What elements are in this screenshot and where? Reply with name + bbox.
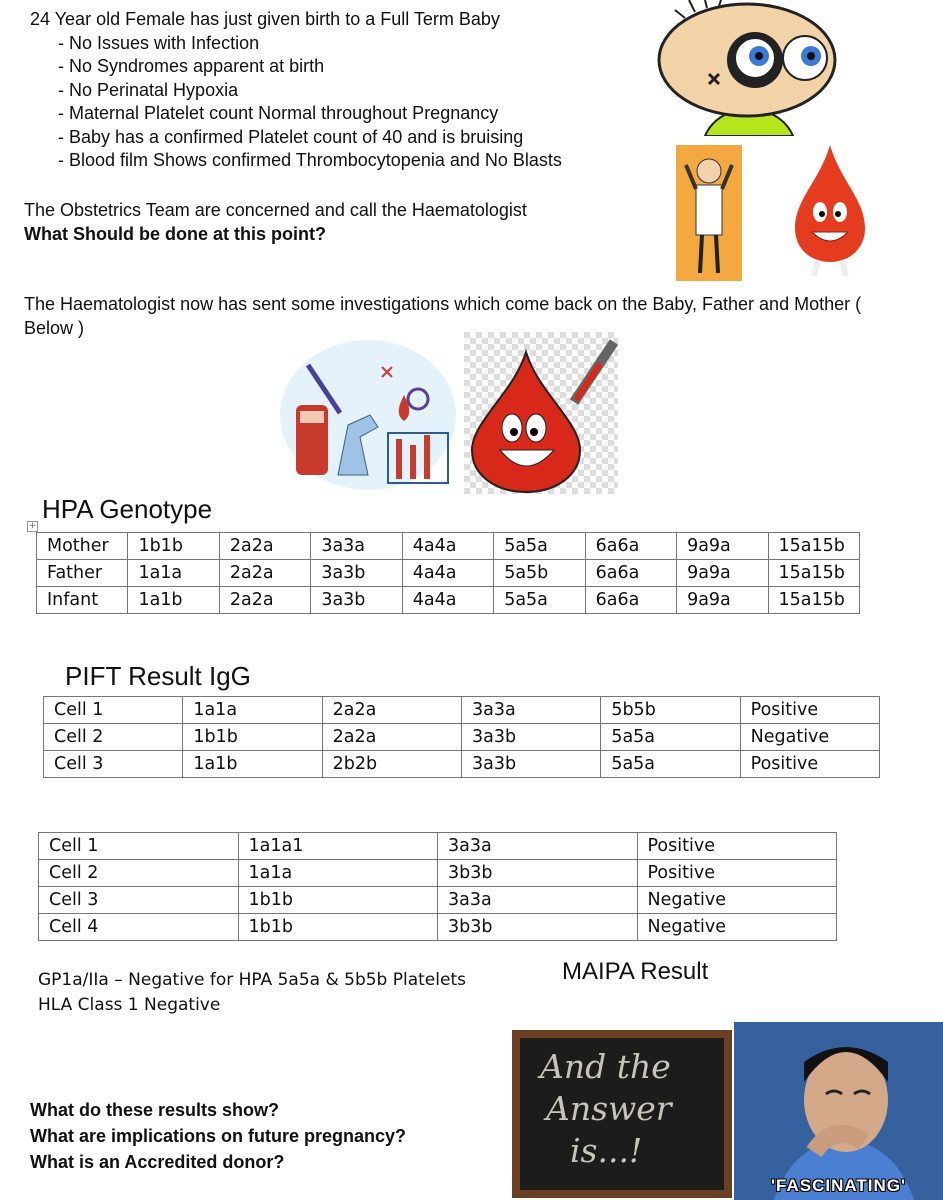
chalkboard-line: is...! [570,1131,643,1170]
maipa-table-row [39,887,837,914]
table-cell: 3a3a [438,887,638,914]
table-cell: 1a1b [183,751,322,778]
table-cell: 1a1a [183,697,322,724]
table-cell: Cell 2 [44,724,183,751]
table-cell: Father [37,560,128,587]
case-bullet: - No Perinatal Hypoxia [58,79,562,103]
table-cell: Infant [37,587,128,614]
table-cell: Cell 1 [44,697,183,724]
chalkboard-image [512,1030,732,1198]
maipa-result-table [38,832,837,941]
table-cell: 4a4a [402,533,493,560]
table-cell: 1b1b [238,887,438,914]
maipa-result-title: MAIPA Result [562,958,709,985]
table-cell: 9a9a [677,560,768,587]
table-cell: 2a2a [219,533,310,560]
maipa-table-row [39,860,837,887]
table-cell: 1b1b [183,724,322,751]
pift-table-row [44,697,880,724]
case-bullet: - Maternal Platelet count Normal throughout Pregnancy [58,102,562,126]
question-3: What is an Accredited donor? [30,1152,285,1172]
table-cell: 5a5a [601,751,740,778]
question-1: What do these results show? [30,1100,280,1120]
table-cell: 2a2a [219,587,310,614]
table-cell: Positive [637,833,837,860]
table-cell: 1a1b [128,587,219,614]
table-cell: 3a3a [438,833,638,860]
table-cell: 3a3a [461,697,600,724]
table-cell: 2a2a [322,697,461,724]
gp-note: GP1a/IIa – Negative for HPA 5a5a & 5b5b Platelets [38,970,466,990]
table-cell: Negative [637,914,837,941]
table-cell: 2a2a [322,724,461,751]
chalkboard-line: And the [540,1047,671,1086]
case-intro: 24 Year old Female has just given birth to a Full Term Baby [30,9,500,29]
table-cell: Positive [740,697,879,724]
table-cell: 6a6a [585,587,676,614]
blood-drop-mascot-image [780,140,880,280]
case-description [30,8,562,173]
case-bullet: - No Syndromes apparent at birth [58,55,562,79]
case-bullet-list [30,32,562,173]
table-cell: Positive [637,860,837,887]
table-cell: 3a3b [311,560,402,587]
table-cell: 1a1a1 [238,833,438,860]
table-cell: Negative [637,887,837,914]
table-cell: 3a3a [311,533,402,560]
table-cell: 1b1b [238,914,438,941]
table-cell: 1a1a [238,860,438,887]
table-cell: 3a3b [461,751,600,778]
table-cell: 15a15b [768,533,860,560]
pift-result-title: PIFT Result IgG [65,661,251,691]
table-cell: 5a5a [494,533,585,560]
case-bullet: - Blood film Shows confirmed Thrombocytopenia and No Blasts [58,149,562,173]
hpa-table-row [37,587,860,614]
table-cell: Cell 4 [39,914,239,941]
cartoon-face-image [655,0,843,136]
table-cell: 3a3b [461,724,600,751]
hpa-genotype-title: HPA Genotype [42,494,213,524]
meme-caption: 'FASCINATING' [770,1176,907,1195]
table-cell: 15a15b [768,587,860,614]
table-move-handle[interactable]: + [28,521,37,531]
table-cell: 6a6a [585,533,676,560]
case-bullet: - Baby has a confirmed Platelet count of 40 and is bruising [58,126,562,150]
maipa-table-row [39,914,837,941]
concern-question: What Should be done at this point? [24,224,326,244]
table-cell: 9a9a [677,533,768,560]
table-cell: Cell 3 [44,751,183,778]
hpa-table-row [37,533,860,560]
blood-drop-syringe-image [464,332,618,494]
table-cell: 5b5b [601,697,740,724]
lab-equipment-image [278,335,458,495]
table-cell: 1b1b [128,533,219,560]
table-cell: 2a2a [219,560,310,587]
hpa-table-row [37,560,860,587]
case-bullet: - No Issues with Infection [58,32,562,56]
table-cell: 5a5a [494,587,585,614]
table-cell: 5a5b [494,560,585,587]
table-cell: Negative [740,724,879,751]
concern-text: The Obstetrics Team are concerned and call the Haematologist [24,200,527,220]
maipa-table-row [39,833,837,860]
table-cell: 3b3b [438,914,638,941]
table-cell: Cell 2 [39,860,239,887]
table-cell: Cell 3 [39,887,239,914]
table-cell: 4a4a [402,560,493,587]
investigations-text: The Haematologist now has sent some investigations which come back on the Baby, Father and Mother ( Below ) [24,294,862,338]
table-cell: 6a6a [585,560,676,587]
hla-note: HLA Class 1 Negative [38,995,221,1015]
maipa-notes [38,968,466,1018]
table-cell: 9a9a [677,587,768,614]
fascinating-meme-image [734,1022,943,1200]
table-cell: 5a5a [601,724,740,751]
table-cell: Cell 1 [39,833,239,860]
question-2: What are implications on future pregnancy? [30,1126,407,1146]
pift-result-table [43,696,880,778]
pift-table-row [44,724,880,751]
table-cell: Mother [37,533,128,560]
questions-block [30,1097,406,1175]
table-cell: 2b2b [322,751,461,778]
pift-table-row [44,751,880,778]
table-cell: 3b3b [438,860,638,887]
hpa-genotype-table [36,532,860,614]
table-cell: 3a3b [311,587,402,614]
concern-block [24,198,527,246]
table-cell: 1a1a [128,560,219,587]
table-cell: 15a15b [768,560,860,587]
doctor-cartoon-image [676,145,742,281]
chalkboard-line: Answer [546,1089,672,1128]
table-cell: 4a4a [402,587,493,614]
table-cell: Positive [740,751,879,778]
